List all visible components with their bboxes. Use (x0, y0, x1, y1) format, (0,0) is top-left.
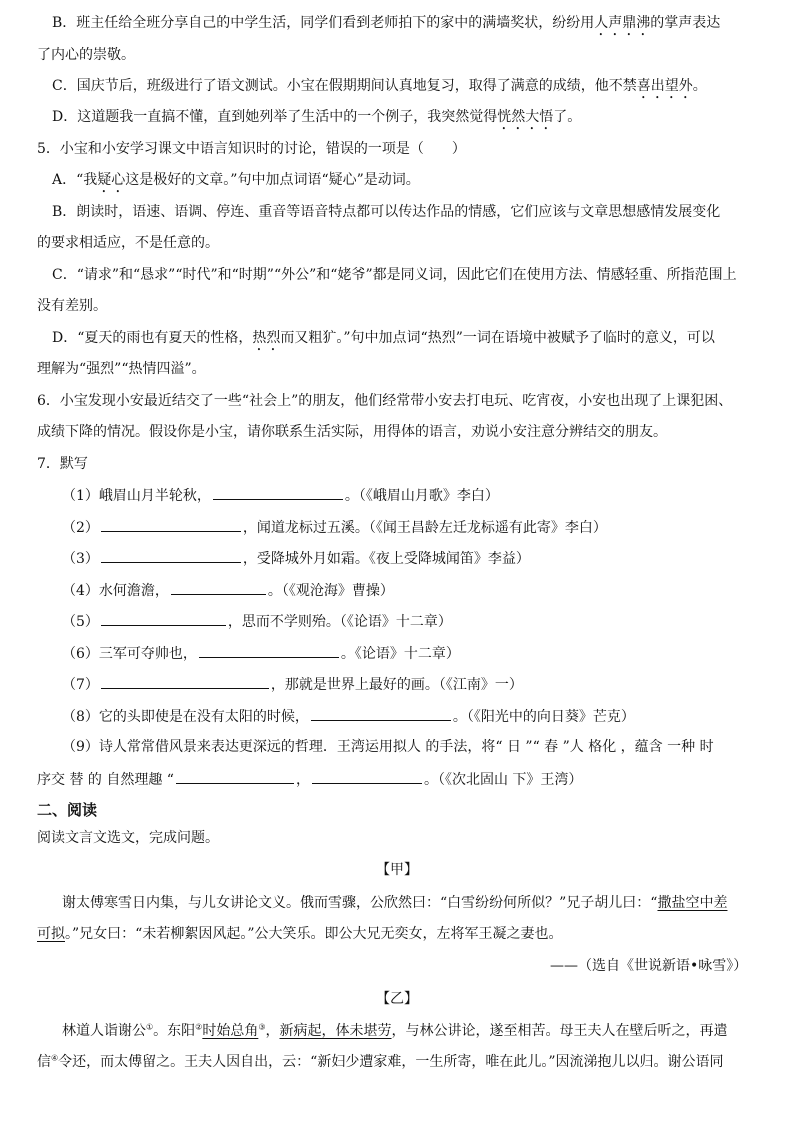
section-heading: 二、阅读 (37, 801, 98, 819)
answer-blank[interactable] (101, 548, 241, 563)
q5-option-a: A．“我疑心这是极好的文章。”句中加点词语“疑心”是动词。 (52, 172, 420, 188)
section-intro: 阅读文言文选文，完成问题。 (37, 830, 219, 846)
answer-blank[interactable] (312, 769, 422, 784)
underlined-phrase: 时始总角 (202, 1023, 259, 1039)
passage-jia-source: ——（选自《世说新语•咏雪》） (550, 958, 748, 974)
dotted-word: 人声鼎沸 (594, 15, 651, 31)
answer-blank[interactable] (199, 643, 339, 658)
q4-option-b-line2: 了内心的崇敬。 (37, 47, 135, 63)
dotted-word: 热烈 (252, 330, 281, 346)
q4-option-b-line1: B．班主任给全班分享自己的中学生活，同学们看到老师拍下的家中的满墙奖状，纷纷用人声鼎沸的掌声表达 (52, 15, 721, 31)
underlined-phrase: 可拟 (37, 926, 65, 942)
q5-option-d-line2: 理解为“强烈”“热情四溢”。 (37, 361, 206, 377)
underlined-phrase: 新病起，体未堪劳 (279, 1023, 392, 1039)
answer-blank[interactable] (311, 706, 451, 721)
q5-option-c-line1: C．“请求”和“恳求”“时代”和“时期”“外公”和“姥爷”都是同义词，因此它们在使用方法、情感轻重、所指范围上 (52, 267, 737, 283)
dotted-word: 喜出望外 (636, 78, 693, 94)
q7-item-5: （5） ，思而不学则殆。（《论语》十二章） (62, 611, 452, 632)
passage-yi-label: 【乙】 (376, 991, 418, 1007)
q5-option-b-line2: 的要求相适应，不是任意的。 (37, 235, 219, 251)
dotted-word: 疑心 (97, 172, 126, 188)
footnote-marker: ② (195, 1022, 203, 1032)
q7-item-8: （8）它的头即使是在没有太阳的时候， 。（《阳光中的向日葵》芒克） (62, 706, 635, 727)
answer-blank[interactable] (101, 611, 226, 626)
q7-item-2: （2） ，闻道龙标过五溪。（《闻王昌龄左迁龙标遥有此寄》李白） (62, 517, 607, 538)
answer-blank[interactable] (101, 674, 269, 689)
q5-option-b-line1: B．朗读时，语速、语调、停连、重音等语音特点都可以传达作品的情感，它们应该与文章思想感情发展变化 (52, 204, 721, 220)
q4-option-d: D．这道题我一直搞不懂，直到她列举了生活中的一个例子，我突然觉得恍然大悟了。 (52, 109, 582, 125)
underlined-phrase: 撒盐空中差 (657, 895, 728, 911)
q7-item-3: （3） ，受降城外月如霜。《夜上受降城闻笛》李益） (62, 548, 530, 569)
footnote-marker: ④ (51, 1053, 59, 1063)
q5-stem: 5．小宝和小安学习课文中语言知识时的讨论，错误的一项是（ ） (37, 141, 466, 157)
footnote-marker: ① (146, 1022, 154, 1032)
q6-line1: 6．小宝发现小安最近结交了一些“社会上”的朋友，他们经常带小安去打电玩、吃宵夜，小安也出现了上课犯困、 (37, 393, 733, 409)
q7-item-6: （6）三军可夺帅也， 。《论语》十二章） (62, 643, 460, 664)
footnote-marker: ③ (258, 1022, 266, 1032)
answer-blank[interactable] (101, 517, 241, 532)
answer-blank[interactable] (171, 580, 266, 595)
dotted-word: 恍然大悟 (497, 109, 554, 125)
q7-title: 7．默写 (37, 456, 88, 472)
answer-blank[interactable] (176, 769, 294, 784)
q6-line2: 成绩下降的情况。假设你是小宝，请你联系生活实际，用得体的语言，劝说小安注意分辨结交的朋友。 (37, 424, 667, 440)
q4-option-c: C．国庆节后，班级进行了语文测试。小宝在假期期间认真地复习，取得了满意的成绩，他不禁喜出望外。 (52, 78, 707, 94)
q5-option-c-line2: 没有差别。 (37, 298, 107, 314)
passage-jia-line2: 可拟。”兄女曰：“未若柳絮因风起。”公大笑乐。即公大兄无奕女，左将军王凝之妻也。 (37, 926, 563, 942)
q5-option-d-line1: D．“夏天的雨也有夏天的性格，热烈而又粗犷。”句中加点词“热烈”一词在语境中被赋予了临时的意义，可以 (52, 330, 715, 346)
q7-item-4: （4）水何澹澹， 。（《观沧海》曹操） (62, 580, 394, 601)
q7-item-9-line1: （9）诗人常常借风景来表达更深远的哲理．王湾运用拟人 的手法，将“ 日 ”“ 春 ”人 格化 ，蕴含 一种 时 (62, 739, 714, 755)
q7-item-9-line2: 序交 替 的 自然理趣 “ ， 。（《次北固山 下》王湾） (37, 769, 582, 790)
passage-jia-label: 【甲】 (376, 862, 418, 878)
q7-item-7: （7） ，那就是世界上最好的画。（《江南》一） (62, 674, 523, 695)
passage-yi-line1: 林道人诣谢公①。东阳②时始总角③，新病起，体未堪劳，与林公讲论，遂至相苦。母王夫人在壁后听之，再遣 (62, 1022, 728, 1039)
passage-yi-line2: 信④令还，而太傅留之。王夫人因自出，云：“新妇少遭家难，一生所寄，唯在此儿。”因流涕抱儿以归。谢公语同 (37, 1053, 724, 1070)
answer-blank[interactable] (213, 485, 343, 500)
q7-item-1: （1）峨眉山月半轮秋， 。（《峨眉山月歌》李白） (62, 485, 499, 506)
passage-jia-line1: 谢太傅寒雪日内集，与儿女讲论文义。俄而雪骤，公欣然曰：“白雪纷纷何所似？”兄子胡儿曰：“撒盐空中差 (62, 895, 728, 911)
